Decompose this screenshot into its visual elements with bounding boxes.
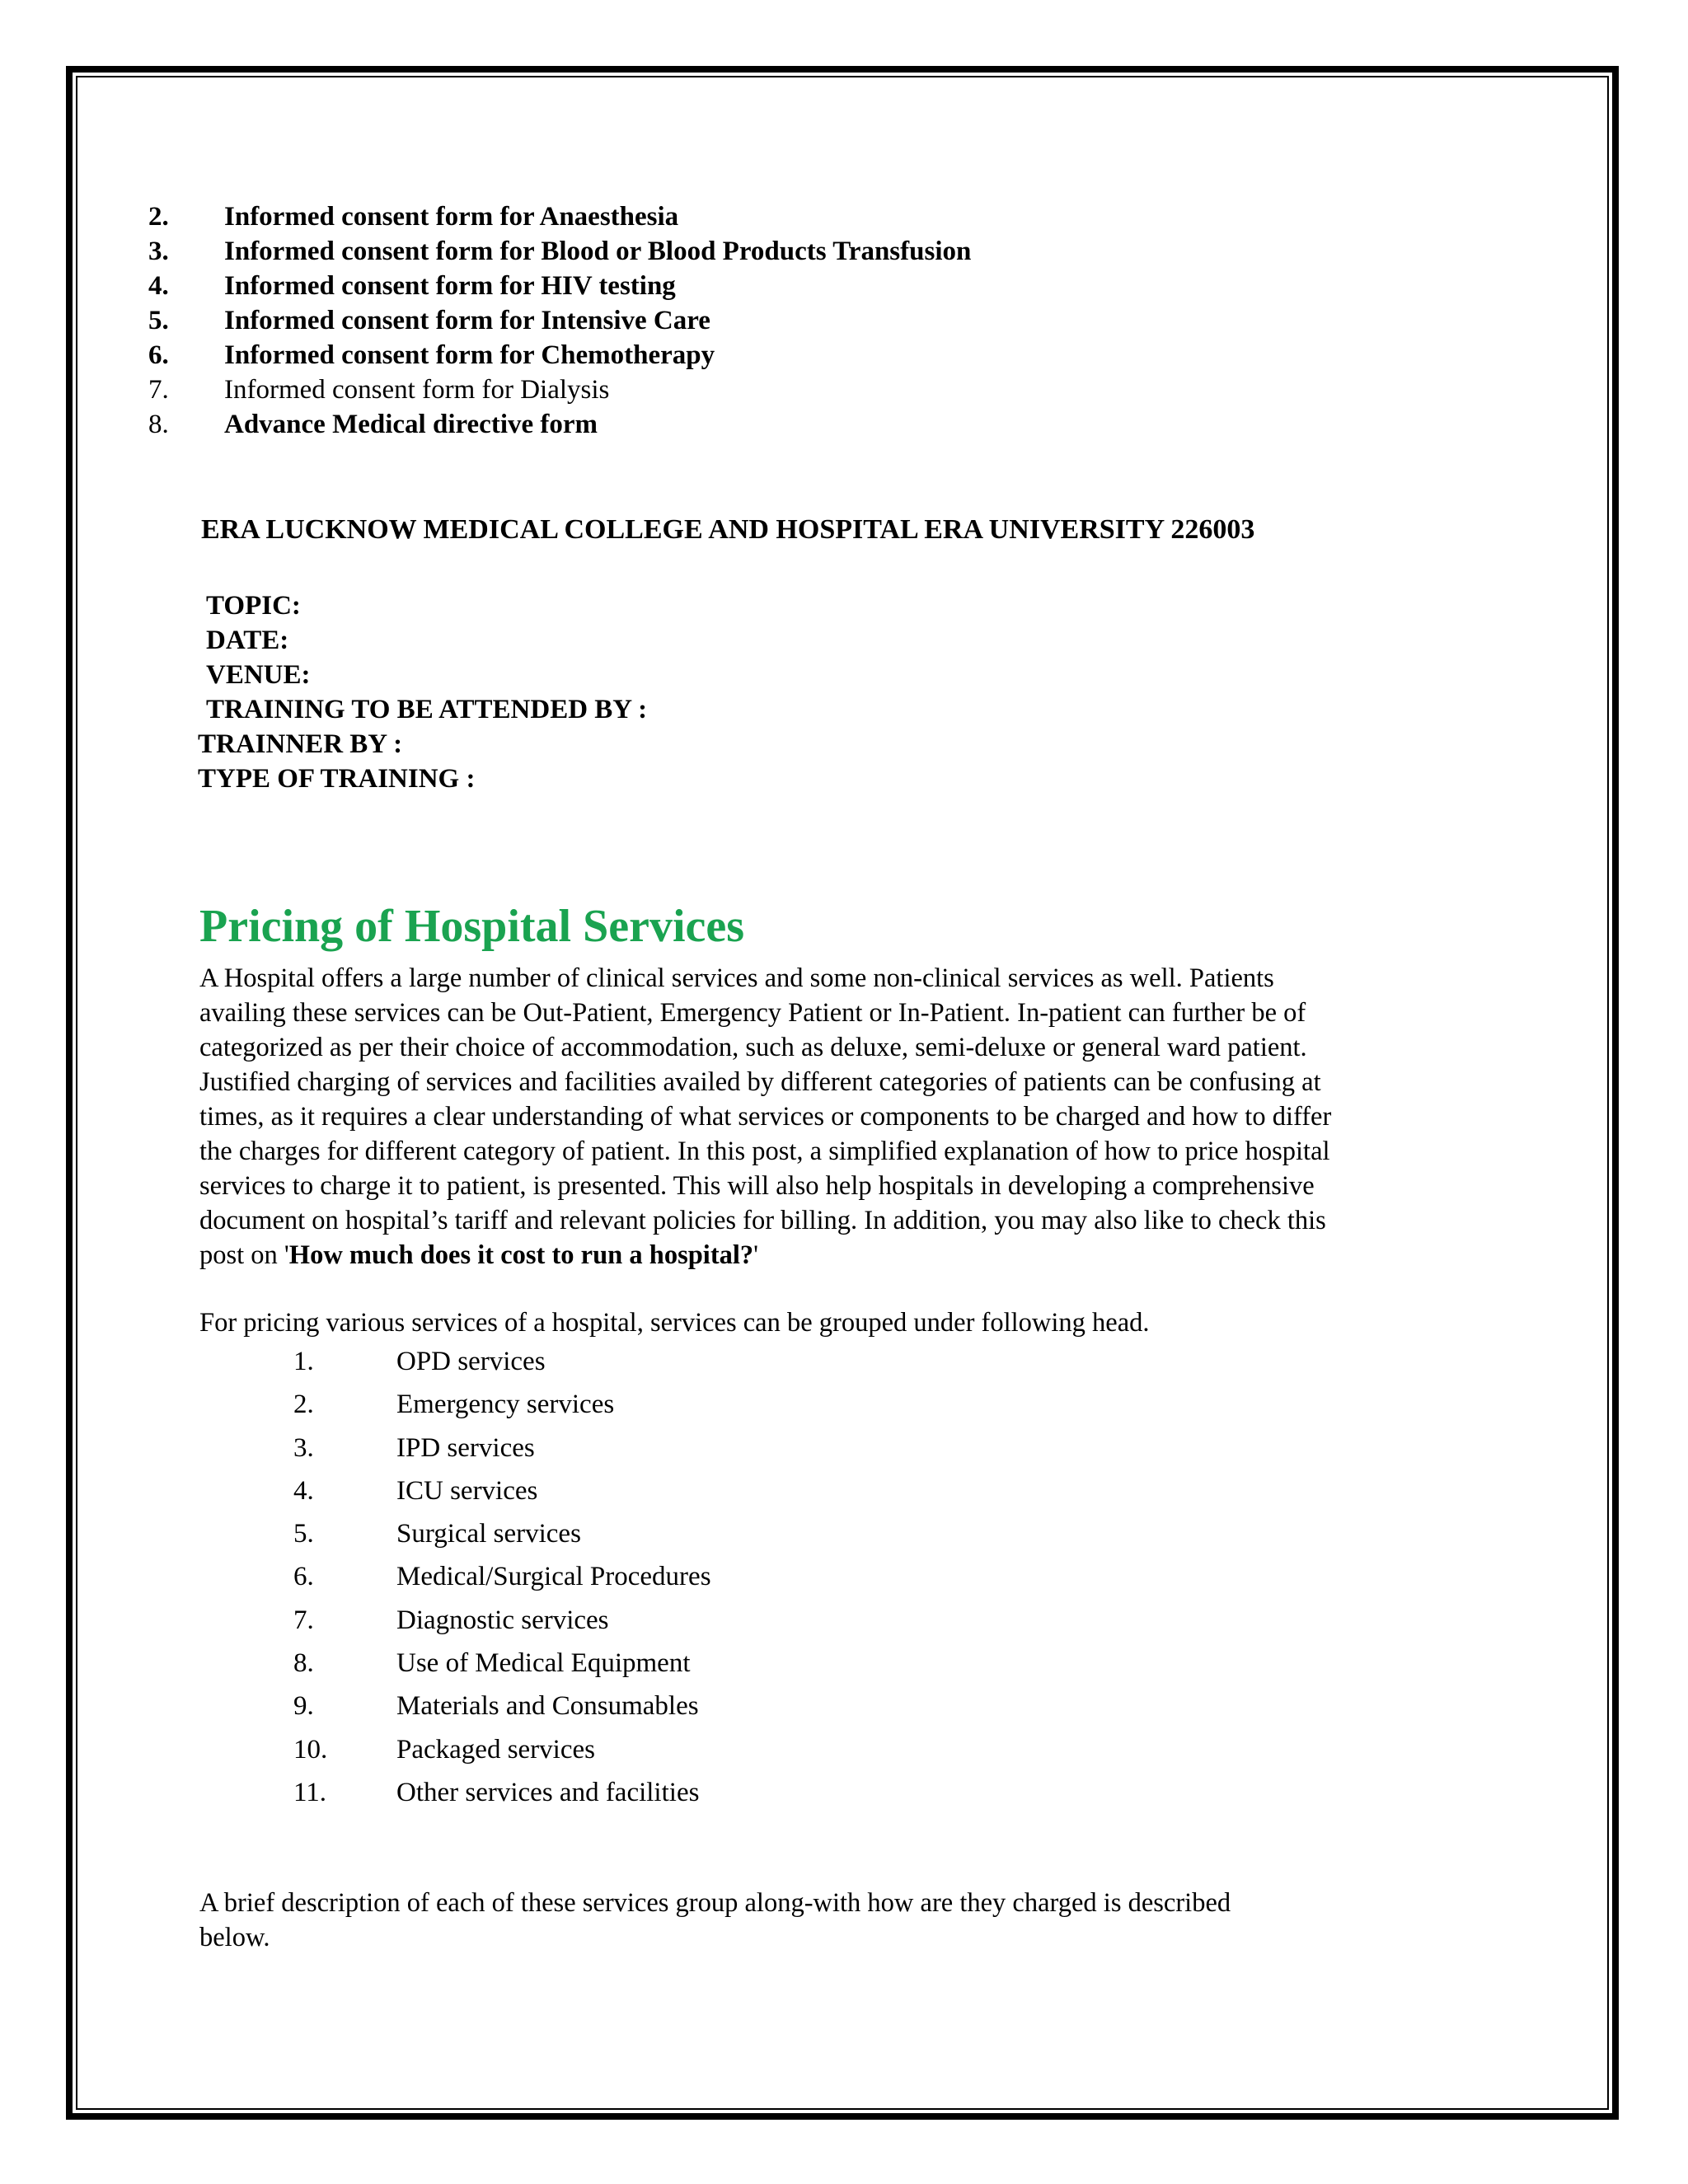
section-heading: Pricing of Hospital Services xyxy=(199,901,745,952)
list-text: IPD services xyxy=(396,1432,535,1463)
list-text: Use of Medical Equipment xyxy=(396,1648,691,1679)
closing-line: below. xyxy=(199,1923,270,1952)
list-number: 7. xyxy=(293,1605,314,1635)
list-item xyxy=(148,373,971,407)
list-number: 7. xyxy=(148,375,169,405)
list-item xyxy=(148,303,971,338)
list-text: Advance Medical directive form xyxy=(224,410,598,439)
college-title: ERA LUCKNOW MEDICAL COLLEGE AND HOSPITAL ERA UNIVERSITY 226003 xyxy=(201,514,1255,545)
list-number: 3. xyxy=(148,237,169,266)
paragraph-line: A Hospital offers a large number of clinical services and some non-clinical services as well. Patients xyxy=(199,963,1274,993)
services-intro: For pricing various services of a hospital, services can be grouped under following head. xyxy=(199,1308,1150,1338)
list-item xyxy=(148,407,971,442)
list-number: 3. xyxy=(293,1432,314,1463)
list-item xyxy=(293,1512,711,1555)
list-number: 4. xyxy=(293,1475,314,1506)
list-number: 2. xyxy=(148,202,169,232)
list-item xyxy=(293,1771,711,1814)
list-text: Surgical services xyxy=(396,1519,581,1549)
list-text: Informed consent form for Intensive Care xyxy=(224,306,710,335)
link-suffix: ' xyxy=(753,1240,759,1270)
pricing-paragraph xyxy=(199,961,1485,1272)
list-item xyxy=(293,1642,711,1685)
list-text: Informed consent form for Chemotherapy xyxy=(224,340,715,370)
list-number: 8. xyxy=(293,1648,314,1679)
list-text: Other services and facilities xyxy=(396,1777,700,1807)
field-attended-by: TRAINING TO BE ATTENDED BY : xyxy=(206,695,648,724)
paragraph-line: times, as it requires a clear understanding of what services or components to be charged and how to differ xyxy=(199,1102,1332,1132)
list-item xyxy=(293,1340,711,1383)
services-list xyxy=(293,1340,711,1814)
field-training-type: TYPE OF TRAINING : xyxy=(198,764,476,794)
closing-paragraph xyxy=(199,1886,1231,1955)
closing-line: A brief description of each of these services group along-with how are they charged is described xyxy=(199,1888,1231,1918)
list-number: 5. xyxy=(293,1519,314,1549)
list-number: 11. xyxy=(293,1777,327,1807)
list-text: OPD services xyxy=(396,1347,546,1376)
field-venue: VENUE: xyxy=(206,660,311,690)
list-text: Informed consent form for Blood or Blood Products Transfusion xyxy=(224,237,972,266)
list-item xyxy=(148,338,971,373)
list-number: 8. xyxy=(148,410,169,439)
list-item xyxy=(293,1469,711,1512)
field-topic: TOPIC: xyxy=(206,591,301,621)
list-item xyxy=(148,199,971,234)
list-item xyxy=(148,269,971,303)
list-item xyxy=(293,1599,711,1642)
list-item xyxy=(293,1728,711,1771)
post-link[interactable]: How much does it cost to run a hospital? xyxy=(288,1240,754,1270)
field-trainer-by: TRAINNER BY : xyxy=(198,729,403,759)
list-number: 10. xyxy=(293,1734,328,1765)
link-prefix: post on ' xyxy=(199,1240,289,1270)
list-text: Materials and Consumables xyxy=(396,1691,699,1722)
list-text: Diagnostic services xyxy=(396,1605,609,1635)
paragraph-line: availing these services can be Out-Patient, Emergency Patient or In-Patient. In-patient can further be of xyxy=(199,998,1306,1028)
list-text: ICU services xyxy=(396,1475,538,1506)
list-item xyxy=(293,1555,711,1598)
paragraph-line: the charges for different category of patient. In this post, a simplified explanation of how to price hospital xyxy=(199,1137,1330,1166)
paragraph-line: categorized as per their choice of accommodation, such as deluxe, semi-deluxe or general ward patient. xyxy=(199,1033,1307,1062)
list-text: Packaged services xyxy=(396,1734,595,1765)
list-text: Informed consent form for Dialysis xyxy=(224,375,610,405)
list-item xyxy=(293,1383,711,1426)
list-item xyxy=(148,234,971,269)
list-item xyxy=(293,1427,711,1469)
list-text: Emergency services xyxy=(396,1390,615,1420)
paragraph-line: services to charge it to patient, is presented. This will also help hospitals in developing a comprehensive xyxy=(199,1171,1315,1201)
list-number: 1. xyxy=(293,1347,314,1376)
field-date: DATE: xyxy=(206,626,289,655)
list-text: Medical/Surgical Procedures xyxy=(396,1562,711,1592)
training-fields xyxy=(198,588,647,796)
list-number: 5. xyxy=(148,306,169,335)
list-number: 6. xyxy=(293,1562,314,1592)
list-number: 6. xyxy=(148,340,169,370)
paragraph-line-last xyxy=(199,1238,1485,1272)
list-number: 9. xyxy=(293,1691,314,1722)
paragraph-line: Justified charging of services and facilities availed by different categories of patients can be confusing at xyxy=(199,1067,1321,1097)
list-number: 2. xyxy=(293,1390,314,1420)
consent-forms-list xyxy=(148,199,971,442)
list-item xyxy=(293,1685,711,1727)
list-number: 4. xyxy=(148,271,169,301)
list-text: Informed consent form for HIV testing xyxy=(224,271,676,301)
paragraph-line: document on hospital’s tariff and relevant policies for billing. In addition, you may also like to check this xyxy=(199,1206,1326,1235)
list-text: Informed consent form for Anaesthesia xyxy=(224,202,679,232)
